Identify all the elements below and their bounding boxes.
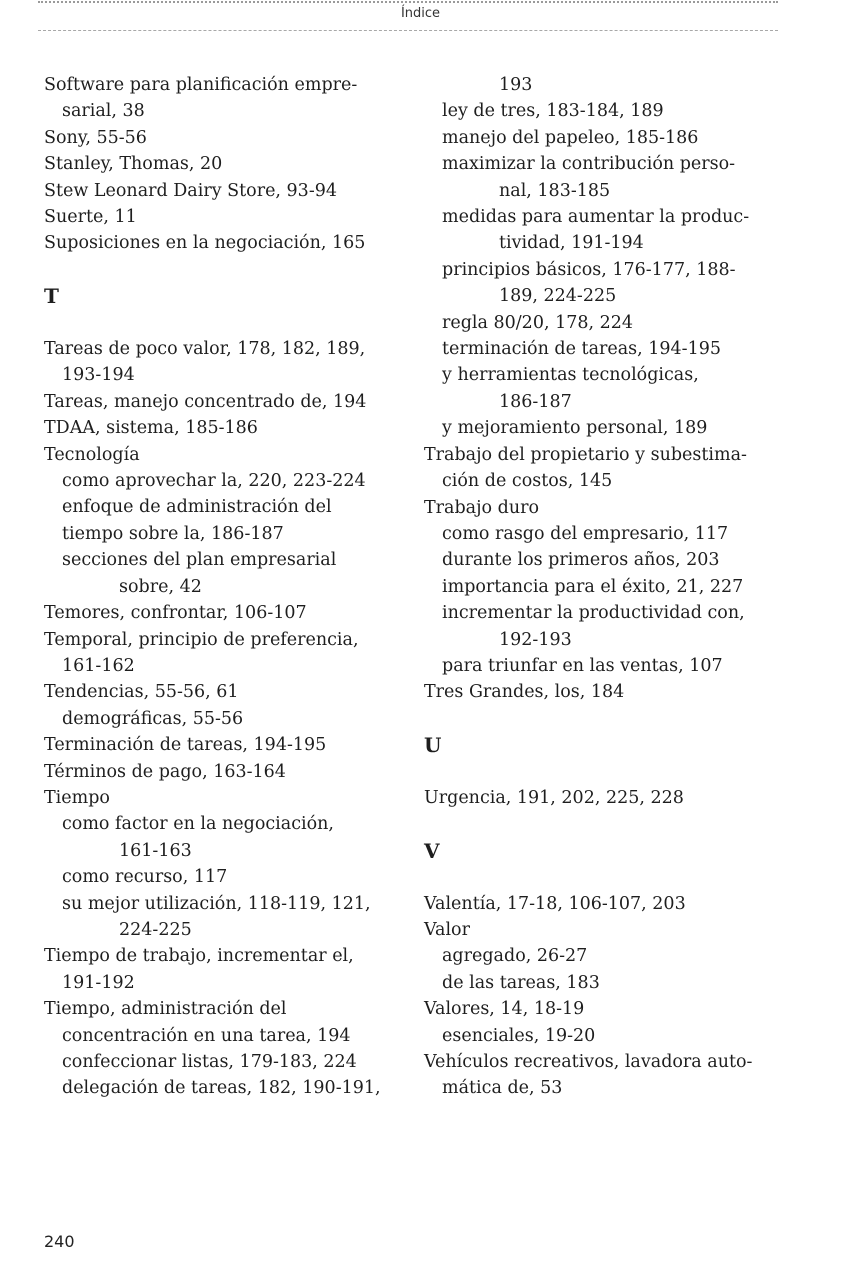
index-entry: Stanley, Thomas, 20 xyxy=(44,154,223,175)
index-entry: Stew Leonard Dairy Store, 93-94 xyxy=(44,180,337,201)
index-subentry: 189, 224-225 xyxy=(499,286,617,307)
index-subentry: terminación de tareas, 194-195 xyxy=(442,339,721,360)
index-subentry: 224-225 xyxy=(119,919,192,940)
index-entry: Trabajo del propietario y subestima- xyxy=(424,444,747,465)
index-subentry: 186-187 xyxy=(499,391,572,412)
index-entry: TDAA, sistema, 185-186 xyxy=(44,418,258,439)
index-subentry: 191-192 xyxy=(62,972,135,993)
index-entry: Sony, 55-56 xyxy=(44,127,147,148)
section-spacer xyxy=(44,310,394,336)
index-subentry: tiempo sobre la, 186-187 xyxy=(62,523,284,544)
index-subentry: su mejor utilización, 118-119, 121, xyxy=(62,893,371,914)
index-subentry: maximizar la contribución perso- xyxy=(442,154,736,175)
index-subentry: concentración en una tarea, 194 xyxy=(62,1025,351,1046)
page-number: 240 xyxy=(44,1232,75,1251)
index-entry: Terminación de tareas, 194-195 xyxy=(44,735,327,756)
index-subentry: principios básicos, 176-177, 188- xyxy=(442,259,736,280)
index-entry: Tareas, manejo concentrado de, 194 xyxy=(44,391,367,412)
index-entry: Trabajo duro xyxy=(424,497,540,518)
index-subentry: durante los primeros años, 203 xyxy=(442,550,720,571)
index-column-right xyxy=(424,72,804,1102)
section-letter-heading: T xyxy=(44,284,59,309)
index-subentry: mática de, 53 xyxy=(442,1078,563,1099)
index-entry: Tiempo xyxy=(44,787,110,808)
index-subentry: como factor en la negociación, xyxy=(62,814,334,835)
index-entry: Temporal, principio de preferencia, xyxy=(44,629,359,650)
index-subentry: como aprovechar la, 220, 223-224 xyxy=(62,471,366,492)
index-subentry: 192-193 xyxy=(499,629,572,650)
index-entry: Valentía, 17-18, 106-107, 203 xyxy=(424,893,686,914)
index-entry: Tiempo de trabajo, incrementar el, xyxy=(44,946,354,967)
index-subentry: tividad, 191-194 xyxy=(499,233,644,254)
header-rule xyxy=(38,30,778,31)
index-subentry: y herramientas tecnológicas, xyxy=(442,365,699,386)
index-subentry: 161-163 xyxy=(119,840,192,861)
section-spacer xyxy=(424,864,804,890)
index-entry: Tendencias, 55-56, 61 xyxy=(44,682,239,703)
section-letter-heading: V xyxy=(424,838,440,863)
index-subentry: regla 80/20, 178, 224 xyxy=(442,312,634,333)
index-subentry: confeccionar listas, 179-183, 224 xyxy=(62,1052,357,1072)
index-subentry: como recurso, 117 xyxy=(62,867,228,888)
index-entry: Valor xyxy=(424,919,470,940)
index-entry: Tecnología xyxy=(44,444,140,465)
section-letter-heading: U xyxy=(424,733,442,758)
index-subentry: demográficas, 55-56 xyxy=(62,708,244,729)
index-entry: Términos de pago, 163-164 xyxy=(44,761,286,782)
index-entry: Suerte, 11 xyxy=(44,207,137,228)
index-entry: Valores, 14, 18-19 xyxy=(424,999,585,1020)
index-subentry: delegación de tareas, 182, 190-191, xyxy=(62,1078,381,1099)
index-subentry: de las tareas, 183 xyxy=(442,972,600,993)
index-column-left xyxy=(44,72,394,1102)
index-entry: Urgencia, 191, 202, 225, 228 xyxy=(424,787,684,808)
index-entry: Tiempo, administración del xyxy=(44,999,287,1020)
section-spacer xyxy=(44,257,394,283)
index-subentry: 193-194 xyxy=(62,365,135,386)
index-subentry: 161-162 xyxy=(62,655,135,676)
index-subentry: sarial, 38 xyxy=(62,101,145,122)
index-subentry: nal, 183-185 xyxy=(499,180,611,201)
index-entry: Tres Grandes, los, 184 xyxy=(424,682,625,703)
index-entry: Software para planificación empre- xyxy=(44,75,358,95)
index-subentry: esenciales, 19-20 xyxy=(442,1025,596,1046)
section-spacer xyxy=(424,759,804,785)
index-subentry: ley de tres, 183-184, 189 xyxy=(442,101,664,122)
index-entry: Suposiciones en la negociación, 165 xyxy=(44,233,366,254)
index-subentry: ción de costos, 145 xyxy=(442,471,613,492)
index-subentry: 193 xyxy=(499,75,533,95)
running-header: Índice xyxy=(400,6,441,21)
index-entry: Vehículos recreativos, lavadora auto- xyxy=(424,1051,753,1072)
index-subentry: incrementar la productividad con, xyxy=(442,603,745,624)
index-subentry: importancia para el éxito, 21, 227 xyxy=(442,576,744,597)
index-subentry: manejo del papeleo, 185-186 xyxy=(442,127,699,148)
index-subentry: y mejoramiento personal, 189 xyxy=(442,418,708,439)
index-subentry: sobre, 42 xyxy=(119,576,202,597)
index-subentry: agregado, 26-27 xyxy=(442,946,588,967)
index-subentry: secciones del plan empresarial xyxy=(62,550,337,571)
section-spacer xyxy=(424,706,804,732)
section-spacer xyxy=(424,811,804,837)
index-subentry: enfoque de administración del xyxy=(62,497,332,518)
index-subentry: para triunfar en las ventas, 107 xyxy=(442,655,723,676)
index-subentry: como rasgo del empresario, 117 xyxy=(442,523,729,544)
header-rule-top xyxy=(38,1,778,5)
index-subentry: medidas para aumentar la produc- xyxy=(442,207,750,228)
index-entry: Temores, confrontar, 106-107 xyxy=(44,603,307,624)
index-entry: Tareas de poco valor, 178, 182, 189, xyxy=(44,339,366,360)
